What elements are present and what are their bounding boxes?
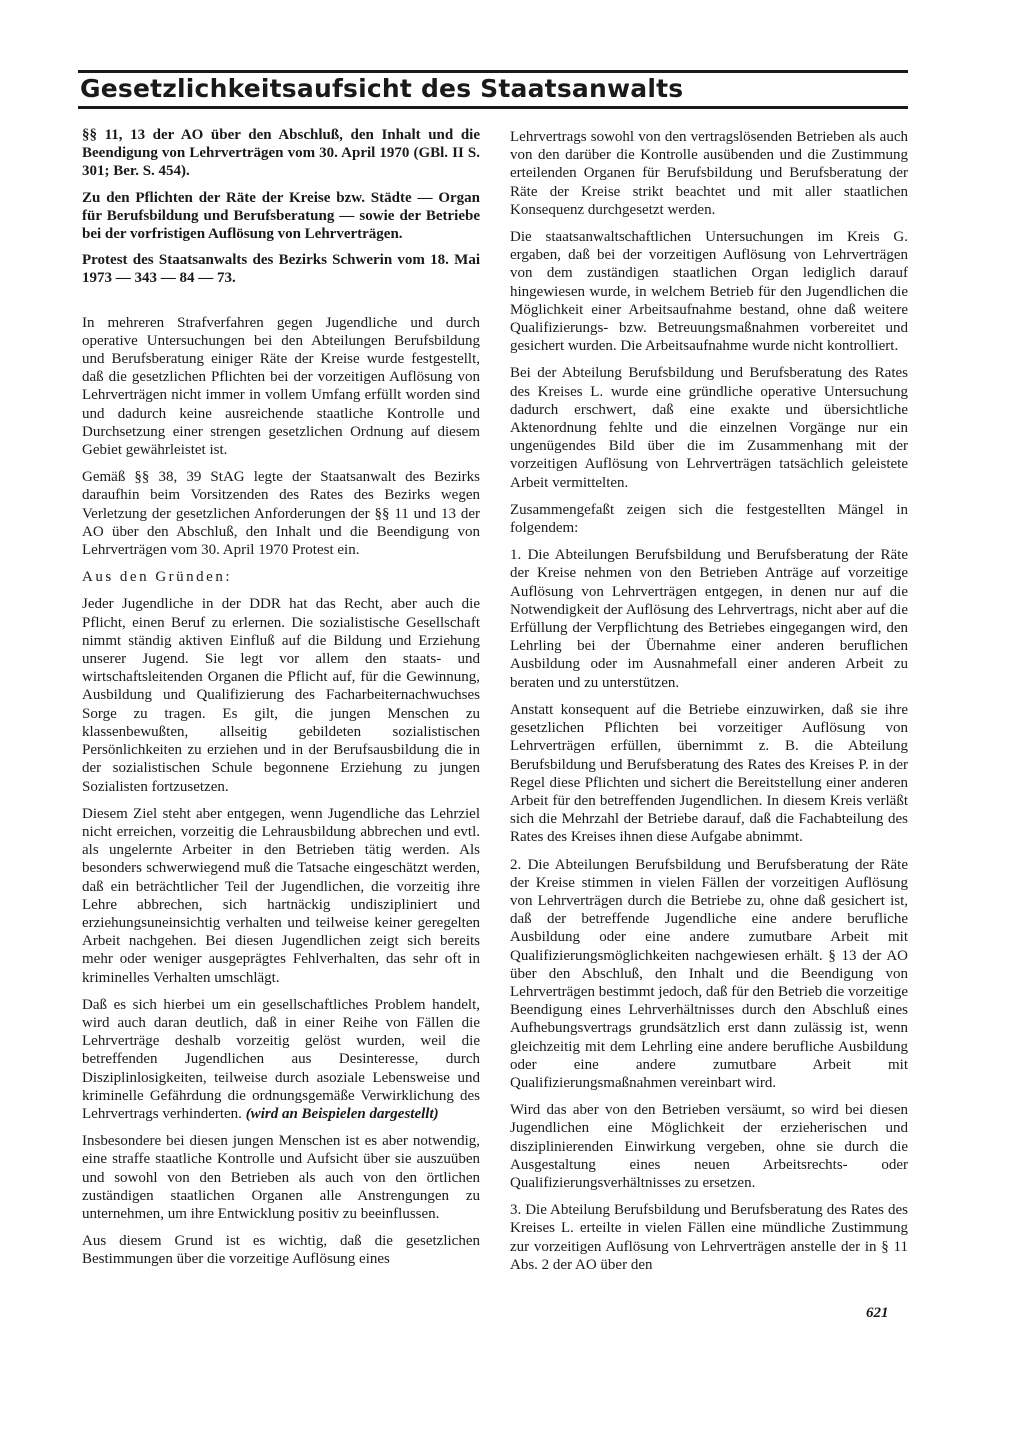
paragraph: Bei der Abteilung Berufsbildung und Berufsberatung des Rates des Kreises L. wurde eine gründliche operative Untersuchung dadurch erschwert, daß eine exakte und übersichtliche Aktenordnung fehlte und die einzelnen Vorgänge nur ein ungenügendes Bild über die im Zusammenhang mit der vorzeitigen Auflösung von Lehrverträgen tatsächlich geleistete Arbeit vermittelten. xyxy=(510,365,908,491)
paragraph: Jeder Jugendliche in der DDR hat das Recht, aber auch die Pflicht, einen Beruf zu erlernen. Die sozialistische Gesellschaft nimmt ständig aktiven Einfluß auf die Bildung und Erziehung unserer Jugend. Sie legt vor allem den staats- und wirtschaftsleitenden Organen die Pflicht auf, für die Gewinnung, Ausbildung und Qualifizierung des Facharbeiternachwuchses Sorge zu tragen. Es gilt, die jungen Menschen zu klassenbewußten, allseitig gebildeten sozialistischen Persönlichkeiten zu erziehen und in der Berufsausbildung die in der sozialistischen Schule begonnene Erziehung zu jungen Sozialisten fortzusetzen. xyxy=(82,596,480,795)
legal-reference: §§ 11, 13 der AO über den Abschluß, den Inhalt und die Beendigung von Lehrverträgen vom 30. April 1970 (GBl. II S. 301; Ber. S. 454). xyxy=(82,127,480,180)
paragraph: Diesem Ziel steht aber entgegen, wenn Jugendliche das Lehrziel nicht erreichen, vorzeitig die Lehrausbildung abbrechen und evtl. als ungelernte Arbeiter in den Betrieben tätig werden. Als besonders schwerwiegend muß die Tatsache eingeschätzt werden, daß ein beträchtlicher Teil der Jugendlichen, die vorzeitig ihre Lehre abbrechen, sich hartnäckig undiszipliniert und erziehungsuneinsichtig verhalten und teilweise keiner geregelten Arbeit nachgehen. Bei diesen Jugendlichen zeigt sich bereits mehr oder weniger ausgeprägtes Fehlverhalten, das sehr oft in kriminelles Verhalten umschlägt. xyxy=(82,805,480,986)
right-column xyxy=(510,128,908,1283)
paragraph: Die staatsanwaltschaftlichen Untersuchungen im Kreis G. ergaben, daß bei der vorzeitigen Auflösung von Lehrverträgen von dem zuständigen staatlichen Organ lediglich darauf hingewiesen wurde, in welchem Betrieb für den Jugendlichen die Möglichkeit einer Arbeitsaufnahme bestand, ohne daß weitere Qualifizierungs- bzw. Betreuungsmaßnahmen vorbereitet und gesichert wurden. Die Arbeitsaufnahme wurde nicht kontrolliert. xyxy=(510,229,908,355)
list-item: 2. Die Abteilungen Berufsbildung und Berufsberatung der Räte der Kreise stimmen in vielen Fällen der vorzeitigen Auflösung von Lehrverträgen durch die Betriebe zu, ohne daß gesichert ist, daß der betreffende Jugendliche eine andere berufliche Ausbildung oder eine andere zumutbare Arbeit mit Qualifizierungsmöglichkeiten nachgewiesen erhält. § 13 der AO über den Abschluß, den Inhalt und die Beendigung von Lehrverträgen bestimmt jedoch, daß für den Betrieb die vorzeitige Beendigung eines Lehrverhältnisses durch den Abschluß eines Aufhebungsvertrags grundsätzlich erst dann zulässig ist, wenn gleichzeitig mit dem Lehrling eine andere berufliche Ausbildung oder eine andere zumutbare Arbeit mit Qualifizierungsmaßnahmen vereinbart wird. xyxy=(510,856,908,1091)
left-column xyxy=(82,126,480,1278)
list-item: 1. Die Abteilungen Berufsbildung und Berufsberatung der Räte der Kreise nehmen von den Betrieben Anträge auf vorzeitige Auflösung von Lehrverträgen entgegen, in denen nur auf die Notwendigkeit der Auflösung des Lehrvertrags, nicht aber auf die Erfüllung der Verpflichtung des Betriebes eingegangen wird, den Lehrling bei der Übernahme einer anderen beruflichen Ausbildung oder im Ausnahmefall einer anderen Arbeit zu beraten und zu unterstützen. xyxy=(510,547,908,691)
page-number: 621 xyxy=(866,1305,889,1321)
paragraph: Wird das aber von den Betrieben versäumt, so wird bei diesen Jugendlichen eine Möglichkeit der erzieherischen und disziplinierenden Einwirkung vergeben, ohne sie durch die Ausgestaltung eines neuen Arbeitsrechts- oder Qualifizierungsverhältnisses zu ersetzen. xyxy=(510,1102,908,1191)
paragraph: In mehreren Strafverfahren gegen Jugendliche und durch operative Untersuchungen bei den Abteilungen Berufsbildung und Berufsberatung einiger Räte der Kreise wurde festgestellt, daß die gesetzlichen Pflichten bei der vorzeitigen Auflösung von Lehrverträgen nicht immer in vollem Umfang erfüllt worden sind und dadurch keine ausreichende staatliche Kontrolle und Durchsetzung einer strengen gesetzlichen Ordnung auf diesem Gebiet gewährleistet ist. xyxy=(82,314,480,459)
paragraph: Lehrvertrags sowohl von den vertragslösenden Betrieben als auch von den darüber die Kontrolle ausübenden und die Zustimmung erteilenden Organen für Berufsbildung und Berufsberatung der Räte der Kreise strikt beachtet und mit aller staatlichen Konsequenz durchgesetzt werden. xyxy=(510,129,908,218)
paragraph: Insbesondere bei diesen jungen Menschen ist es aber notwendig, eine straffe staatliche Kontrolle und Aufsicht über sie auszuüben und sowohl von den Betrieben als auch von den örtlichen zuständigen staatlichen Organen alle Anstrengungen zu unternehmen, um ihre Entwicklung positiv zu beeinflussen. xyxy=(82,1133,480,1222)
page-title: Gesetzlichkeitsaufsicht des Staatsanwalts xyxy=(80,74,684,103)
paragraph: Gemäß §§ 38, 39 StAG legte der Staatsanwalt des Bezirks daraufhin beim Vorsitzenden des Rates des Bezirks wegen Verletzung der gesetzlichen Anforderungen der §§ 11 und 13 der AO über den Abschluß, den Inhalt und die Beendigung von Lehrverträgen vom 30. April 1970 Protest ein. xyxy=(82,469,480,559)
example-note: (wird an Beispielen dargestellt) xyxy=(245,1105,439,1122)
paragraph: Anstatt konsequent auf die Betriebe einzuwirken, daß sie ihre gesetzlichen Pflichten bei vorzeitiger Auflösung von Lehrverträgen erfüllen, übernimmt z. B. die Abteilung Berufsbildung und Berufsberatung des Rates des Kreises P. in der Regel diese Pflichten und sichert die Bereitstellung einer anderen Arbeit für den betreffenden Jugendlichen. In diesem Kreis verläßt sich die Mehrzahl der Betriebe darauf, daß die Fachabteilung des Rates des Kreises ihnen diese Aufgabe abnimmt. xyxy=(510,701,908,846)
paragraph-text: Daß es sich hierbei um ein gesellschaftliches Problem handelt, wird auch daran deutlich, daß in einer Reihe von Fällen die Lehrverträge deshalb vorzeitig gelöst wurden, weil die betreffenden Jugendlichen aus Desinteresse, durch Disziplinlosigkeiten, teilweise durch asoziale Lebensweise und kriminelle Gefährdung die ordnungsgemäße Verwirklichung des Lehrvertrags verhinderten. xyxy=(82,996,480,1122)
list-item: 3. Die Abteilung Berufsbildung und Berufsberatung des Rates des Kreises L. erteilte in vielen Fällen eine mündliche Zustimmung zur vorzeitigen Auflösung von Lehrverträgen anstelle der in § 11 Abs. 2 der AO über den xyxy=(510,1202,908,1273)
reasons-heading: Aus den Gründen: xyxy=(82,569,232,586)
article-head xyxy=(82,126,480,288)
paragraph xyxy=(82,996,480,1123)
title-rule-top xyxy=(78,70,908,73)
title-rule-bottom xyxy=(78,106,908,109)
paragraph: Aus diesem Grund ist es wichtig, daß die gesetzlichen Bestimmungen über die vorzeitige Auflösung eines xyxy=(82,1233,480,1268)
protest-line: Protest des Staatsanwalts des Bezirks Schwerin vom 18. Mai 1973 — 343 — 84 — 73. xyxy=(82,252,480,287)
subject-line: Zu den Pflichten der Räte der Kreise bzw. Städte — Organ für Berufsbildung und Berufsberatung — sowie der Betriebe bei der vorfristigen Auflösung von Lehrverträgen. xyxy=(82,189,480,243)
paragraph: Zusammengefaßt zeigen sich die festgestellten Mängel in folgendem: xyxy=(510,501,908,537)
